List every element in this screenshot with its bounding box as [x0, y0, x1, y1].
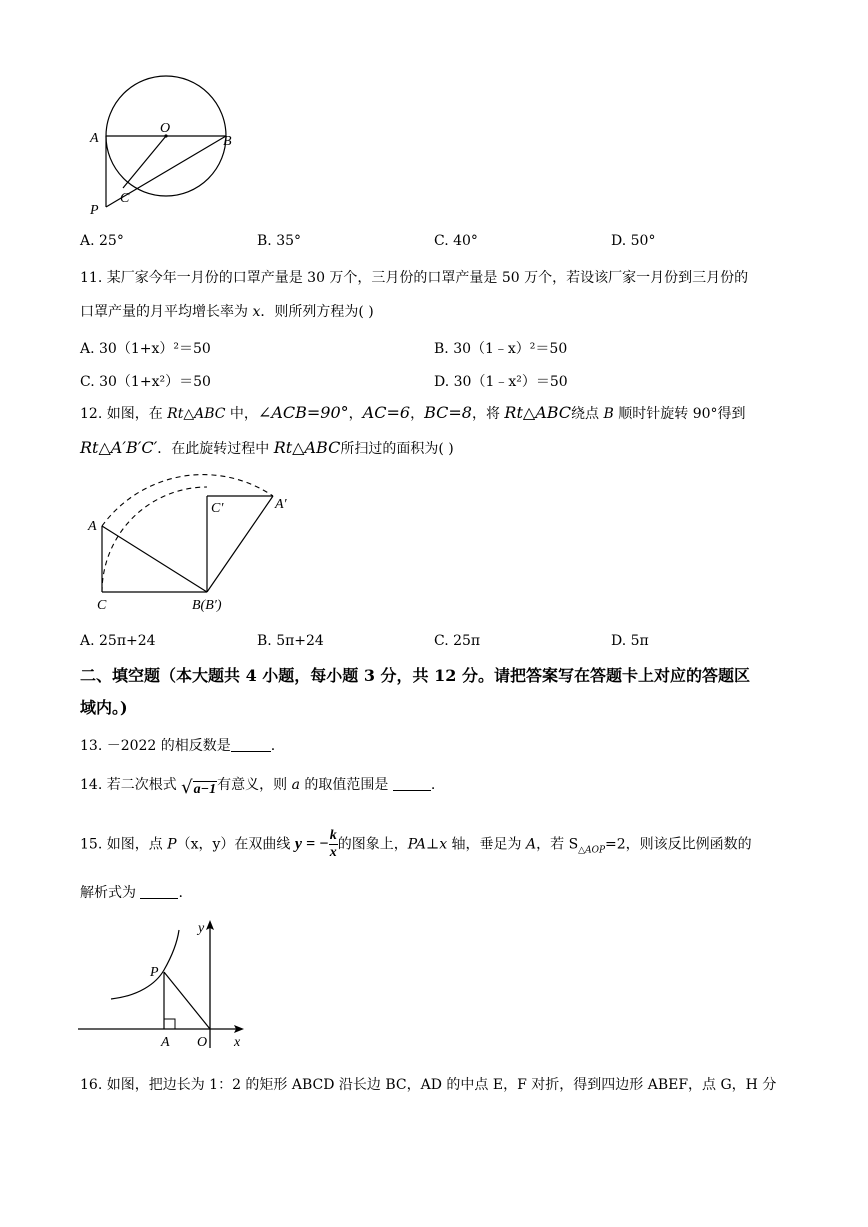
q15-text: 15. 如图，点 — [80, 836, 168, 853]
q11-line1: 11. 某厂家今年一月份的口罩产量是 30 万个，三月份的口罩产量是 50 万个，若设该厂家一月份到三月份的 — [80, 270, 749, 286]
q11-line2 — [80, 302, 374, 322]
label-c: C — [97, 598, 107, 613]
q14-answer-blank[interactable] — [393, 790, 431, 791]
q15-area: ，若 S — [536, 836, 579, 853]
label-a: A — [90, 131, 99, 146]
q11-option-d: D. 30（1﹣x²）＝50 — [434, 374, 568, 390]
q13-text: 13. －2022 的相反数是 — [80, 738, 231, 754]
q12-text: 12. 如图，在 — [80, 406, 168, 422]
label-p: P — [150, 965, 159, 980]
q10-circle-figure — [80, 70, 250, 220]
q12-triangle: Rt△ABC — [167, 406, 226, 422]
q14-radicand: a−1 — [193, 782, 217, 797]
q14-end: . — [430, 777, 436, 793]
q15-answer-blank[interactable] — [140, 898, 178, 899]
segment-oc — [123, 136, 166, 188]
q12-text: 中， — [225, 406, 258, 422]
q14-text: 有意义，则 — [217, 777, 292, 793]
q14-text: 的取值范围是 — [299, 777, 393, 793]
label-a: A — [88, 519, 97, 534]
q12-rotation-figure — [80, 470, 310, 620]
label-a-prime: A′ — [275, 497, 287, 512]
q11-option-c: C. 30（1+x²）＝50 — [80, 374, 211, 390]
q12-option-c: C. 25π — [434, 633, 481, 649]
label-p: P — [90, 203, 99, 218]
q12-text: 所扫过的面积为( ) — [340, 441, 454, 457]
q16-line1: 16. 如图，把边长为 1：2 的矩形 ABCD 沿长边 BC，AD 的中点 E，F 对折，得到四边形 ABEF，点 G，H 分 — [80, 1077, 777, 1093]
q13-end: . — [270, 738, 276, 754]
q15-point-p: P — [167, 836, 177, 853]
sqrt-sign-icon: √ — [181, 777, 193, 798]
q12-text: ， — [348, 406, 363, 422]
label-a: A — [161, 1035, 170, 1050]
q10-option-c: C. 40° — [434, 233, 478, 249]
label-b: B — [223, 134, 232, 149]
q11-line2-post: ．则所列方程为( ) — [260, 304, 374, 320]
label-b-b-prime: B(B′) — [192, 598, 222, 613]
segment-ab — [102, 526, 207, 592]
q12-line1 — [80, 403, 746, 424]
q15-point-a: A — [526, 836, 537, 853]
q12-option-b: B. 5π+24 — [257, 633, 324, 649]
q12-text: 绕点 — [571, 406, 604, 422]
q12-point-b: B — [603, 406, 614, 422]
q12-text: ．在此旋转过程中 — [157, 441, 274, 457]
q11-option-a: A. 30（1+x）²＝50 — [80, 341, 211, 357]
q11-var-x: x — [252, 304, 261, 320]
arc-a-to-a-prime — [102, 475, 273, 526]
section2-heading-line1: 二、填空题（本大题共 4 小题，每小题 3 分，共 12 分。请把答案写在答题卡上对应的答题区 — [80, 666, 750, 685]
q12-option-a: A. 25π+24 — [80, 633, 156, 649]
q11-line2-pre: 口罩产量的月平均增长率为 — [80, 304, 253, 320]
q12-text: ，将 — [471, 406, 505, 422]
q15-text: =2，则该反比例函数的 — [605, 836, 752, 853]
q12-text: 顺时针旋转 90°得到 — [613, 406, 746, 422]
q14-var-a: a — [291, 777, 300, 793]
segment-po — [164, 972, 210, 1029]
q15-hyperbola-figure — [76, 910, 256, 1055]
q14-text: 14. 若二次根式 — [80, 777, 177, 793]
q15-text: 的图象上， — [337, 836, 408, 853]
q13-answer-blank[interactable] — [231, 751, 271, 752]
label-c: C — [120, 191, 130, 206]
q12-ac: AC=6 — [362, 403, 411, 422]
q10-option-b: B. 35° — [257, 233, 302, 249]
q10-option-a: A. 25° — [80, 233, 124, 249]
hyperbola-branch — [111, 930, 179, 999]
q15-frac-numerator: k — [329, 828, 337, 843]
q12-triangle: Rt△ABC — [504, 403, 572, 422]
q13 — [80, 736, 275, 756]
section2-heading-line2: 域内。) — [80, 698, 128, 717]
q12-option-d: D. 5π — [611, 633, 649, 649]
q10-option-d: D. 50° — [611, 233, 656, 249]
label-o: O — [160, 121, 171, 136]
q15-line1 — [80, 828, 752, 861]
label-x: x — [234, 1035, 241, 1050]
q15-end: . — [178, 885, 183, 901]
q11-option-b: B. 30（1﹣x）²＝50 — [434, 341, 568, 357]
right-angle-mark — [164, 1019, 175, 1029]
q12-line2 — [80, 438, 454, 459]
q12-triangle: Rt△ABC — [273, 438, 341, 457]
q15-line2-text: 解析式为 — [80, 885, 141, 901]
q15-coords: （x，y）在双曲线 — [176, 836, 295, 853]
q14-sqrt — [181, 778, 217, 800]
q15-perpendicular: PA⊥x — [407, 836, 448, 853]
q12-bc: BC=8 — [424, 403, 472, 422]
q15-text: 轴，垂足为 — [447, 836, 526, 853]
q12-angle: ∠ACB=90° — [257, 403, 349, 422]
q15-equation-lhs: y = − — [294, 835, 329, 853]
arc-c-to-c-prime — [102, 487, 207, 592]
label-y: y — [198, 921, 205, 936]
q15-area-subscript: △AOP — [578, 845, 606, 856]
q12-text: ， — [410, 406, 425, 422]
q15-line2 — [80, 883, 183, 903]
q15-frac-denominator: x — [329, 845, 337, 860]
q14 — [80, 775, 435, 800]
label-c-prime: C′ — [211, 501, 224, 516]
q12-rotated-triangle: Rt△A′B′C′ — [80, 438, 158, 457]
q15-fraction — [329, 828, 338, 861]
label-o: O — [197, 1035, 208, 1050]
